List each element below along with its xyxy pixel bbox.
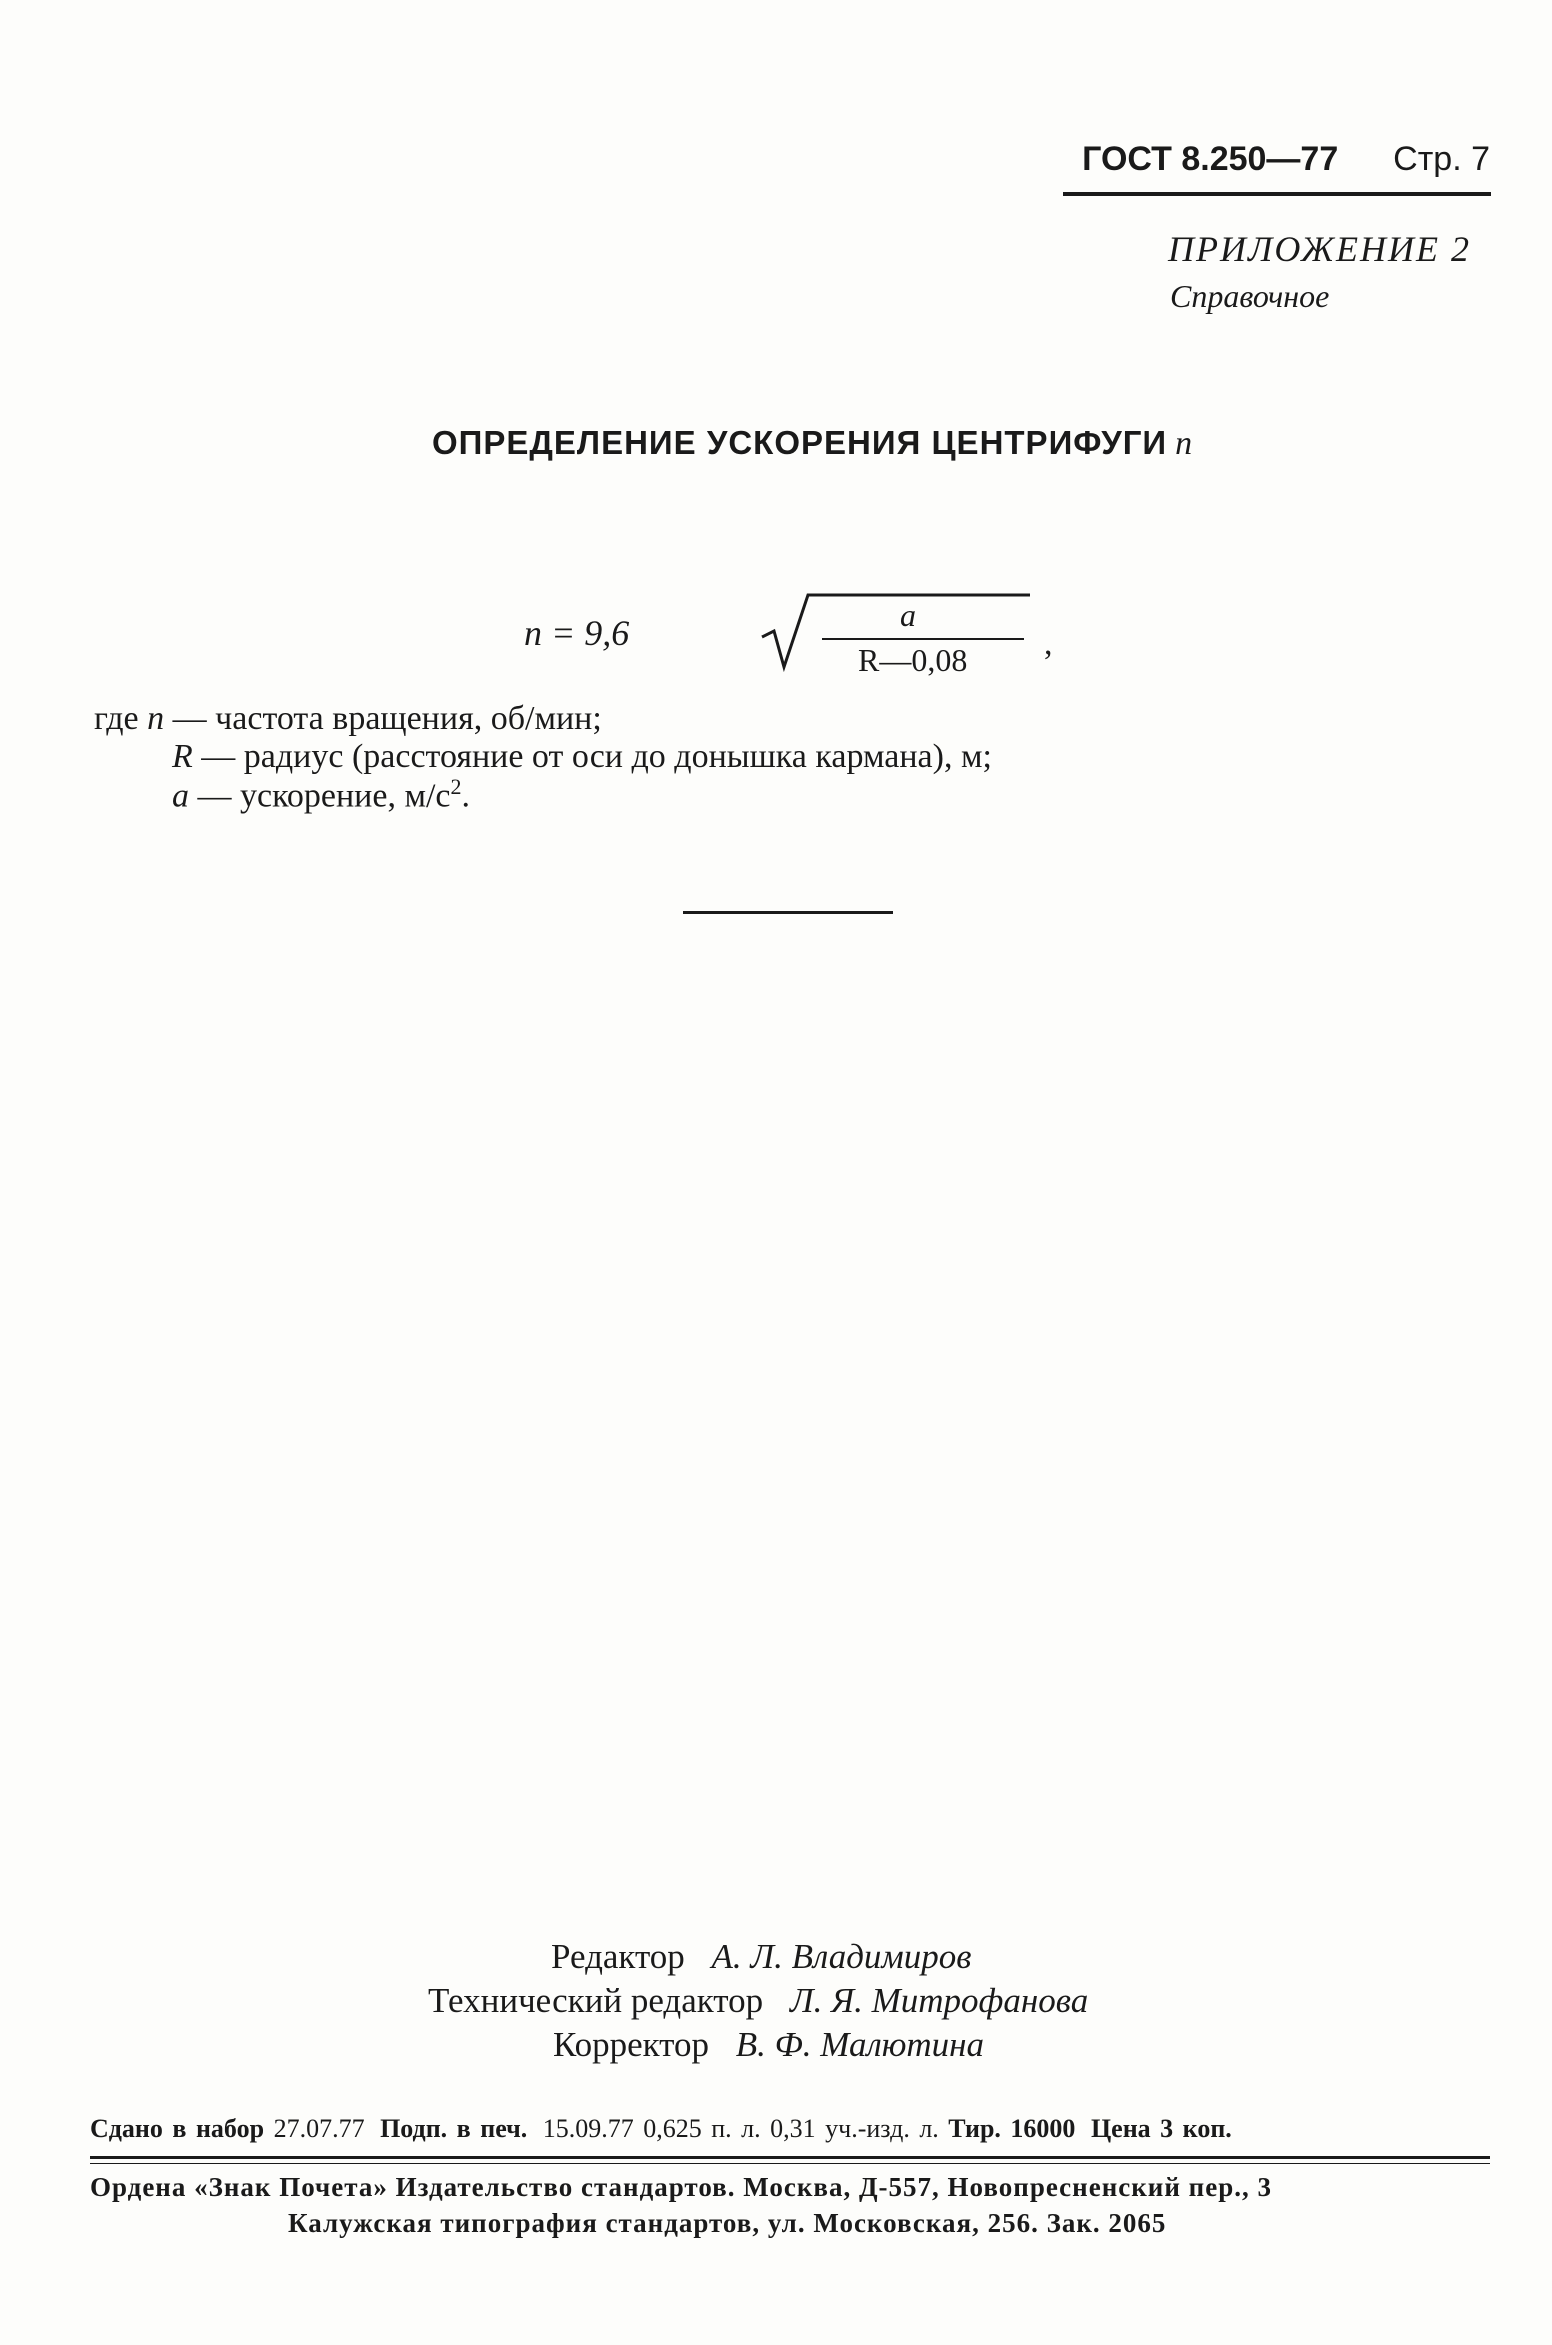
section-title-text: ОПРЕДЕЛЕНИЕ УСКОРЕНИЯ ЦЕНТРИФУГИ <box>432 424 1168 461</box>
definition-dash: — <box>201 738 236 775</box>
credit-name: В. Ф. Малютина <box>735 2025 985 2064</box>
section-separator <box>683 911 893 914</box>
credit-role: Корректор <box>553 2025 710 2064</box>
formula-numerator: a <box>900 597 916 633</box>
formula-lhs: n = 9,6 <box>524 613 630 653</box>
credit-tech-editor <box>428 1981 1088 2021</box>
definition-r <box>172 738 992 776</box>
imprint-line <box>90 2114 1232 2144</box>
imprint-set-date: 27.07.77 <box>273 2114 365 2143</box>
credit-role: Технический редактор <box>428 1981 764 2020</box>
imprint-sign-label: Подп. в печ. <box>380 2114 528 2143</box>
definition-dash: — <box>197 777 232 815</box>
definition-dash: — <box>172 700 207 737</box>
imprint-pub-sheets: 0,31 уч.-изд. л. <box>770 2114 939 2143</box>
credit-role: Редактор <box>551 1937 685 1976</box>
credit-corrector <box>553 2025 984 2065</box>
imprint-print-run: Тир. 16000 <box>948 2114 1076 2143</box>
imprint-rule-thin <box>90 2163 1490 2164</box>
section-title-variable: n <box>1175 425 1194 462</box>
page-number: Стр. 7 <box>1393 140 1490 178</box>
credit-name: А. Л. Владимиров <box>711 1937 972 1976</box>
definition-text: ускорение, м/с <box>240 777 451 815</box>
definition-symbol: a <box>172 777 189 815</box>
credit-editor <box>551 1937 971 1977</box>
definition-symbol: R <box>172 738 193 775</box>
imprint-set-label: Сдано в набор <box>90 2114 265 2143</box>
definition-superscript: 2 <box>450 774 462 799</box>
definition-n <box>94 700 602 738</box>
imprint-price: Цена 3 коп. <box>1090 2114 1232 2143</box>
page-header <box>1082 140 1490 179</box>
formula-trailing: , <box>1044 625 1053 662</box>
credit-name: Л. Я. Митрофанова <box>789 1981 1089 2020</box>
imprint-rule <box>90 2156 1490 2159</box>
standard-number: ГОСТ 8.250—77 <box>1082 140 1339 178</box>
imprint-sheets: 0,625 п. л. <box>643 2114 761 2143</box>
definition-prefix: где <box>94 700 139 737</box>
publisher-line-2: Калужская типография стандартов, ул. Московская, 256. Зак. 2065 <box>288 2208 1167 2238</box>
appendix-subtitle: Справочное <box>1170 278 1330 314</box>
definition-symbol: n <box>147 700 165 737</box>
publisher-line-1: Ордена «Знак Почета» Издательство стандартов. Москва, Д-557, Новопресненский пер., 3 <box>90 2172 1272 2202</box>
formula-denominator: R—0,08 <box>858 642 968 678</box>
definition-text: частота вращения, об/мин; <box>215 700 602 737</box>
header-rule <box>1063 192 1491 196</box>
definition-a <box>172 774 470 815</box>
section-title <box>432 424 1193 463</box>
imprint-sign-date: 15.09.77 <box>542 2114 634 2143</box>
definition-suffix: . <box>461 777 471 815</box>
appendix-title: ПРИЛОЖЕНИЕ 2 <box>1168 229 1471 269</box>
definition-text: радиус (расстояние от оси до донышка кармана), м; <box>243 738 992 775</box>
